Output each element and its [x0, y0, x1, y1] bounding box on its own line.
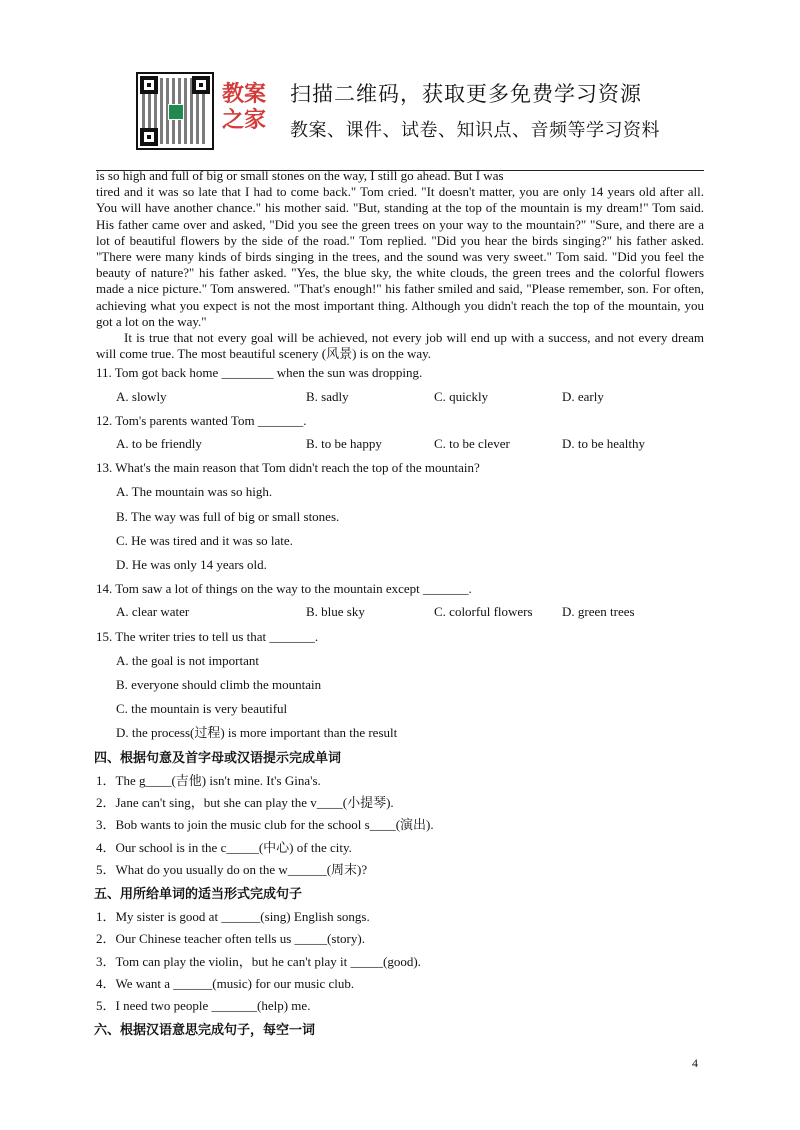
option-b: B. to be happy [306, 436, 382, 452]
option-row [116, 436, 704, 452]
qr-finder-bottom-left [140, 128, 158, 146]
qr-logo [168, 104, 184, 120]
option-row [116, 389, 704, 405]
question-stem: 14. Tom saw a lot of things on the way to the mountain except _______. [96, 581, 472, 597]
option-b: B. blue sky [306, 604, 365, 620]
brand-line-2: 之家 [222, 108, 267, 133]
question-stem: 13. What's the main reason that Tom didn't reach the top of the mountain? [96, 460, 480, 476]
list-item: 1．My sister is good at ______(sing) English songs. [96, 909, 370, 925]
option-a: A. slowly [116, 388, 167, 404]
list-item: 1．The g____(吉他) isn't mine. It's Gina's. [96, 772, 321, 788]
question-stem: 11. Tom got back home ________ when the sun was dropping. [96, 365, 423, 381]
section-title: 五、用所给单词的适当形式完成句子 [94, 886, 303, 902]
passage-line-1: is so high and full of big or small stones on the way, I still go ahead. But I was [96, 168, 504, 183]
list-item: 4．We want a ______(music) for our music club. [96, 975, 355, 991]
list-item: 5．What do you usually do on the w______(周末)? [96, 861, 368, 877]
question-11 [96, 365, 704, 404]
list-item: 4．Our school is in the c_____(中心) of the city. [96, 839, 352, 855]
question-12 [96, 413, 704, 452]
passage-paragraph-1: tired and it was so late that I had to come back." Tom cried. "It doesn't matter, you are only 14 years old after all. You will have another chance." his mother said. "But, standing at the top of the mountain is my dream!" Tom said. His father came over and asked, "Did you see the green trees on your way to the mountain?" "Sure, and there are a lot of beautiful flowers by the side of the road." Tom replied. "Did you hear the birds singing?" his father asked. "There were many kinds of birds singing in the trees, and the sound was very sweet." Tom said. "Did you feel the beauty of nature?" his father asked. "Yes, the blue sky, the white clouds, the green trees and the colorful flowers made a nice picture." Tom answered. "That's enough!" his father smiled and said, "Please remember, son. For often, achieving what you expect is not the most important thing. Although you didn't reach the top of the mountain, you got a lot on the way." [96, 184, 704, 329]
option-row [116, 604, 704, 620]
list-item: 3．Tom can play the violin，but he can't play it _____(good). [96, 953, 421, 969]
brand-logo [222, 82, 266, 134]
reading-questions [96, 365, 704, 741]
page-number: 4 [692, 1056, 698, 1070]
option-c: C. to be clever [434, 436, 510, 452]
question-14 [96, 581, 704, 620]
question-15 [96, 629, 704, 742]
list-item: 2．Our Chinese teacher often tells us _____(story). [96, 931, 365, 947]
qr-code-icon [136, 72, 214, 150]
option-d: D. the process(过程) is more important than the result [116, 725, 398, 741]
section-title: 四、根据句意及首字母或汉语提示完成单词 [94, 750, 342, 766]
page-header [130, 70, 690, 154]
section-4 [96, 751, 704, 878]
qr-finder-top-left [140, 76, 158, 94]
header-slogan: 扫描二维码，获取更多免费学习资源 [290, 82, 642, 106]
question-13 [96, 460, 704, 573]
question-stem: 12. Tom's parents wanted Tom _______. [96, 412, 307, 428]
option-a: A. clear water [116, 604, 190, 620]
question-stem: 15. The writer tries to tell us that _______. [96, 628, 319, 644]
option-b: B. The way was full of big or small stones. [116, 508, 340, 524]
option-c: C. quickly [434, 388, 489, 404]
option-a: A. to be friendly [116, 436, 202, 452]
list-item: 5．I need two people _______(help) me. [96, 997, 311, 1013]
header-subtitle: 教案、课件、试卷、知识点、音频等学习资料 [290, 120, 660, 141]
option-d: D. early [562, 388, 604, 404]
option-d: D. green trees [562, 604, 635, 620]
option-b: B. sadly [306, 388, 349, 404]
worksheet-body [96, 168, 704, 1042]
option-c: C. colorful flowers [434, 604, 533, 620]
option-a: A. the goal is not important [116, 652, 259, 668]
section-5 [96, 887, 704, 1014]
option-d: D. He was only 14 years old. [116, 557, 267, 573]
list-item: 2．Jane can't sing，but she can play the v____(小提琴). [96, 795, 394, 811]
qr-finder-top-right [192, 76, 210, 94]
brand-line-1: 教案 [222, 82, 267, 107]
option-a: A. The mountain was so high. [116, 484, 273, 500]
list-item: 3．Bob wants to join the music club for the school s____(演出). [96, 817, 434, 833]
option-b: B. everyone should climb the mountain [116, 677, 322, 693]
option-c: C. He was tired and it was so late. [116, 532, 293, 548]
passage-paragraph-2: It is true that not every goal will be achieved, not every job will end up with a success, and not every dream will come true. The most beautiful scenery (风景) is on the way. [96, 330, 704, 362]
section-6 [96, 1023, 704, 1039]
section-title: 六、根据汉语意思完成句子，每空一词 [94, 1023, 316, 1039]
option-d: D. to be healthy [562, 436, 646, 452]
option-c: C. the mountain is very beautiful [116, 701, 288, 717]
